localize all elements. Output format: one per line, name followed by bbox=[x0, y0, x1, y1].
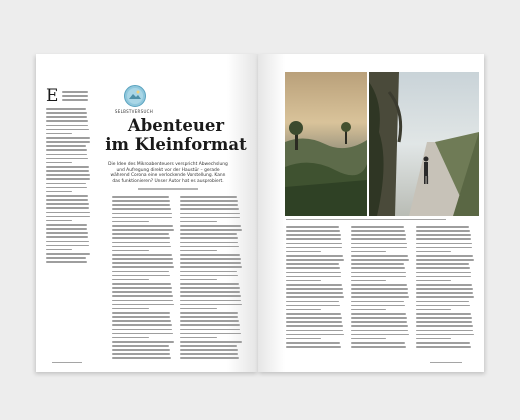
text-line bbox=[180, 208, 239, 210]
text-line bbox=[46, 257, 86, 259]
text-line bbox=[46, 183, 86, 185]
text-line bbox=[46, 232, 88, 234]
text-line bbox=[112, 349, 170, 351]
text-line bbox=[180, 333, 241, 335]
text-line bbox=[180, 357, 239, 359]
text-line bbox=[46, 224, 87, 226]
text-line bbox=[46, 187, 87, 189]
text-line bbox=[112, 291, 172, 293]
text-line bbox=[416, 334, 474, 336]
text-line bbox=[112, 204, 170, 206]
text-line bbox=[351, 251, 386, 253]
text-line bbox=[351, 346, 406, 348]
text-line bbox=[286, 305, 340, 307]
text-line bbox=[46, 191, 72, 193]
text-line bbox=[286, 338, 321, 340]
text-line bbox=[180, 349, 238, 351]
drop-cap: E bbox=[46, 86, 59, 106]
text-line bbox=[286, 330, 343, 332]
text-line bbox=[46, 137, 90, 139]
text-line bbox=[112, 271, 169, 273]
text-line bbox=[416, 255, 473, 257]
text-line bbox=[351, 263, 404, 265]
text-line bbox=[112, 196, 169, 198]
text-line bbox=[46, 249, 72, 251]
text-line bbox=[180, 329, 240, 331]
text-line bbox=[46, 112, 87, 114]
text-line bbox=[46, 154, 87, 156]
text-line bbox=[180, 200, 238, 202]
text-line bbox=[46, 125, 88, 127]
text-line bbox=[46, 220, 72, 222]
text-line bbox=[351, 267, 405, 269]
left-page-footer bbox=[52, 362, 82, 363]
text-line bbox=[351, 284, 407, 286]
text-line bbox=[46, 141, 90, 143]
text-line bbox=[180, 320, 239, 322]
text-line bbox=[46, 166, 89, 168]
body-column-right-c bbox=[416, 226, 474, 350]
text-line bbox=[46, 145, 86, 147]
byline-placeholder bbox=[138, 188, 198, 190]
text-line bbox=[416, 338, 451, 340]
text-line bbox=[180, 254, 240, 256]
text-line bbox=[46, 174, 90, 176]
text-line bbox=[112, 333, 173, 335]
section-kicker: SELBSTVERSUCH bbox=[114, 109, 154, 114]
article-intro: Die Idee des Mikroabenteuers verspricht Abwechslung und Aufregung direkt vor der Haustür – gerade während Corona eine verlockende Vorstellung. Kann das funktionieren? Unser Autor hat es ausprobiert. bbox=[108, 162, 228, 184]
text-line bbox=[112, 213, 172, 215]
text-line bbox=[286, 301, 339, 303]
text-line bbox=[46, 228, 87, 230]
hillside-landscape-photo bbox=[285, 72, 367, 216]
text-line bbox=[286, 230, 340, 232]
text-line bbox=[416, 284, 472, 286]
text-line bbox=[46, 195, 88, 197]
text-line bbox=[112, 279, 149, 281]
body-column-left-a bbox=[62, 91, 90, 103]
text-line bbox=[180, 217, 240, 219]
text-line bbox=[180, 266, 242, 268]
text-line bbox=[180, 295, 241, 297]
text-line bbox=[351, 292, 408, 294]
text-line bbox=[180, 300, 241, 302]
text-line bbox=[46, 216, 90, 218]
body-column-left-c bbox=[180, 196, 242, 362]
text-line bbox=[180, 242, 238, 244]
text-line bbox=[180, 341, 242, 343]
text-line bbox=[416, 230, 470, 232]
text-line bbox=[416, 292, 473, 294]
text-line bbox=[180, 291, 240, 293]
text-line bbox=[180, 262, 241, 264]
text-line bbox=[46, 149, 87, 151]
text-line bbox=[416, 263, 469, 265]
text-line bbox=[112, 353, 170, 355]
text-line bbox=[46, 108, 86, 110]
text-line bbox=[112, 262, 173, 264]
text-line bbox=[351, 259, 409, 261]
text-line bbox=[416, 346, 471, 348]
text-line bbox=[112, 324, 172, 326]
text-line bbox=[112, 357, 171, 359]
text-line bbox=[286, 263, 339, 265]
text-line bbox=[351, 305, 405, 307]
text-line bbox=[351, 234, 406, 236]
text-line bbox=[416, 330, 473, 332]
text-line bbox=[286, 321, 342, 323]
text-line bbox=[416, 247, 472, 249]
text-line bbox=[180, 345, 237, 347]
text-line bbox=[351, 276, 406, 278]
text-line bbox=[46, 241, 89, 243]
text-line bbox=[46, 178, 90, 180]
text-line bbox=[286, 309, 321, 311]
text-line bbox=[351, 226, 404, 228]
text-line bbox=[286, 280, 321, 282]
text-line bbox=[112, 295, 173, 297]
text-line bbox=[180, 221, 217, 223]
text-line bbox=[112, 320, 171, 322]
text-line bbox=[112, 337, 149, 339]
text-line bbox=[112, 208, 171, 210]
text-line bbox=[180, 258, 241, 260]
text-line bbox=[112, 266, 174, 268]
text-line bbox=[46, 207, 89, 209]
text-line bbox=[416, 243, 472, 245]
text-line bbox=[416, 276, 471, 278]
text-line bbox=[286, 238, 341, 240]
text-line bbox=[416, 309, 451, 311]
text-line bbox=[180, 316, 238, 318]
text-line bbox=[351, 301, 404, 303]
text-line bbox=[112, 225, 173, 227]
text-line bbox=[286, 259, 344, 261]
text-line bbox=[180, 279, 217, 281]
right-page-footer bbox=[430, 362, 462, 363]
text-line bbox=[180, 308, 217, 310]
text-line bbox=[416, 234, 471, 236]
text-line bbox=[351, 309, 386, 311]
headline-line-1: Abenteuer bbox=[127, 116, 225, 135]
text-line bbox=[180, 233, 237, 235]
text-line bbox=[180, 250, 217, 252]
text-line bbox=[112, 217, 172, 219]
text-line bbox=[62, 99, 88, 101]
headline-line-2: im Kleinformat bbox=[105, 135, 247, 154]
text-line bbox=[416, 288, 473, 290]
text-line bbox=[416, 342, 470, 344]
text-line bbox=[112, 258, 173, 260]
text-line bbox=[351, 313, 406, 315]
text-line bbox=[112, 329, 172, 331]
text-line bbox=[416, 321, 472, 323]
path-runner-photo bbox=[369, 72, 479, 216]
text-line bbox=[180, 353, 238, 355]
text-line bbox=[286, 342, 340, 344]
text-line bbox=[180, 229, 242, 231]
text-line bbox=[351, 334, 409, 336]
text-line bbox=[351, 338, 386, 340]
text-line bbox=[351, 296, 409, 298]
text-line bbox=[416, 296, 474, 298]
text-line bbox=[46, 245, 89, 247]
text-line bbox=[351, 247, 407, 249]
text-line bbox=[112, 287, 172, 289]
text-line bbox=[416, 301, 469, 303]
text-line bbox=[416, 259, 474, 261]
text-line bbox=[180, 196, 237, 198]
text-line bbox=[180, 287, 240, 289]
photo-caption-placeholder bbox=[286, 219, 446, 220]
text-line bbox=[46, 116, 87, 118]
text-line bbox=[286, 247, 342, 249]
section-emblem-icon bbox=[124, 85, 146, 107]
text-line bbox=[46, 158, 88, 160]
body-column-right-a bbox=[286, 226, 344, 350]
text-line bbox=[112, 283, 171, 285]
text-line bbox=[180, 204, 238, 206]
text-line bbox=[286, 267, 340, 269]
text-line bbox=[112, 312, 170, 314]
text-line bbox=[351, 272, 406, 274]
text-line bbox=[351, 330, 408, 332]
text-line bbox=[416, 280, 451, 282]
text-line bbox=[112, 242, 170, 244]
text-line bbox=[286, 272, 341, 274]
text-line bbox=[112, 250, 149, 252]
text-line bbox=[416, 317, 472, 319]
text-line bbox=[46, 129, 89, 131]
text-line bbox=[286, 334, 344, 336]
text-line bbox=[180, 283, 239, 285]
text-line bbox=[180, 275, 238, 277]
text-line bbox=[416, 251, 451, 253]
text-line bbox=[286, 346, 341, 348]
text-line bbox=[286, 317, 342, 319]
text-line bbox=[112, 275, 170, 277]
text-line bbox=[286, 296, 344, 298]
text-line bbox=[112, 200, 170, 202]
article-headline bbox=[96, 116, 256, 154]
text-line bbox=[112, 300, 173, 302]
text-line bbox=[46, 170, 89, 172]
text-line bbox=[351, 238, 406, 240]
text-line bbox=[46, 253, 90, 255]
text-line bbox=[180, 213, 240, 215]
text-line bbox=[112, 229, 174, 231]
text-line bbox=[112, 304, 174, 306]
text-line bbox=[180, 271, 237, 273]
text-line bbox=[351, 342, 405, 344]
text-line bbox=[286, 284, 342, 286]
text-line bbox=[62, 95, 88, 97]
text-line bbox=[416, 305, 470, 307]
body-column-left-b bbox=[112, 196, 174, 362]
text-line bbox=[46, 199, 88, 201]
text-line bbox=[286, 226, 339, 228]
text-line bbox=[351, 325, 408, 327]
text-line bbox=[416, 272, 471, 274]
text-line bbox=[286, 255, 343, 257]
text-line bbox=[286, 243, 342, 245]
text-line bbox=[180, 312, 238, 314]
text-line bbox=[46, 203, 89, 205]
text-line bbox=[112, 316, 170, 318]
text-line bbox=[351, 317, 407, 319]
text-line bbox=[351, 280, 386, 282]
text-line bbox=[46, 212, 90, 214]
text-line bbox=[112, 254, 172, 256]
text-line bbox=[351, 230, 405, 232]
text-line bbox=[180, 246, 239, 248]
text-line bbox=[62, 91, 88, 93]
text-line bbox=[112, 246, 171, 248]
text-line bbox=[351, 255, 408, 257]
text-line bbox=[416, 313, 471, 315]
text-line bbox=[286, 251, 321, 253]
text-line bbox=[46, 133, 72, 135]
text-line bbox=[286, 325, 343, 327]
text-line bbox=[46, 120, 88, 122]
text-line bbox=[416, 325, 473, 327]
text-line bbox=[112, 221, 149, 223]
text-line bbox=[180, 337, 217, 339]
text-line bbox=[180, 304, 242, 306]
text-line bbox=[286, 313, 341, 315]
text-line bbox=[416, 267, 470, 269]
text-line bbox=[112, 345, 169, 347]
text-line bbox=[351, 288, 408, 290]
text-line bbox=[286, 292, 343, 294]
text-line bbox=[112, 237, 170, 239]
text-line bbox=[286, 234, 341, 236]
text-line bbox=[351, 243, 407, 245]
text-line bbox=[351, 321, 407, 323]
text-line bbox=[286, 288, 343, 290]
text-line bbox=[112, 308, 149, 310]
text-line bbox=[112, 233, 169, 235]
text-line bbox=[46, 236, 88, 238]
text-line bbox=[180, 225, 241, 227]
text-line bbox=[46, 162, 72, 164]
body-column-left-a-lower bbox=[46, 108, 90, 265]
text-line bbox=[416, 238, 471, 240]
body-column-right-b bbox=[351, 226, 409, 350]
text-line bbox=[46, 261, 87, 263]
text-line bbox=[180, 237, 238, 239]
text-line bbox=[112, 341, 174, 343]
text-line bbox=[286, 276, 341, 278]
text-line bbox=[416, 226, 469, 228]
text-line bbox=[180, 324, 240, 326]
